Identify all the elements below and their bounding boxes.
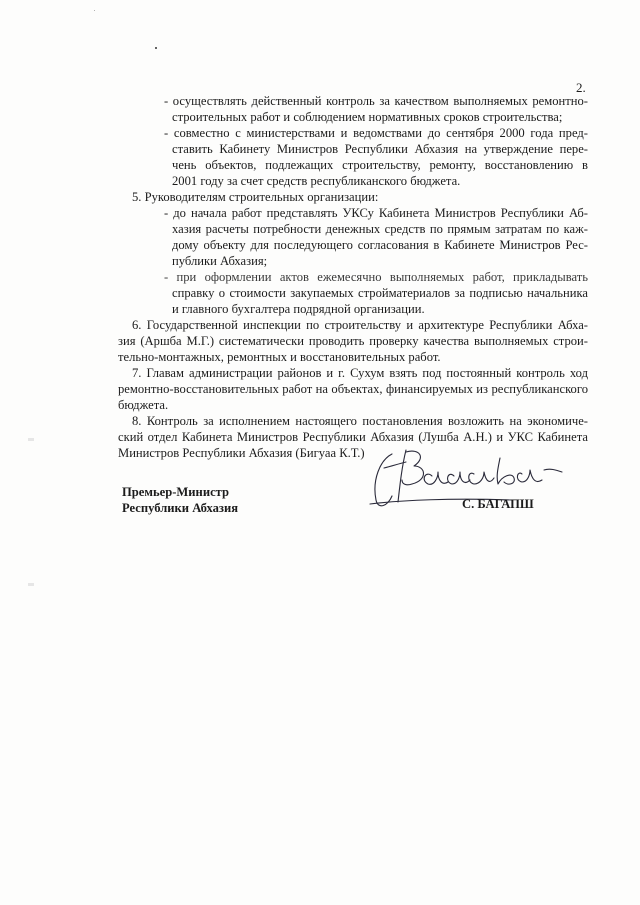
- scan-speck: [155, 47, 157, 49]
- signatory-name: С. БАГАПШ: [462, 497, 534, 511]
- text-line: - совместно с министерствами и ведомствами до сентября 2000 года пред-: [164, 126, 588, 140]
- text-line: 2001 году за счет средств республиканского бюджета.: [172, 174, 461, 188]
- text-line: зия (Аршба М.Г.) систематически проводить проверку качества выполняемых строи-: [118, 334, 588, 348]
- text-line: справку о стоимости закупаемых стройматериалов за подписью начальника: [172, 286, 588, 300]
- text-line: 8. Контроль за исполнением настоящего постановления возложить на экономиче-: [132, 414, 588, 428]
- scan-edge-mark: [28, 583, 34, 586]
- text-line: публики Абхазия;: [172, 254, 268, 268]
- text-line: и главного бухгалтера подрядной организации.: [172, 302, 425, 316]
- text-line: строительных работ и соблюдением нормативных сроков строительства;: [172, 110, 563, 124]
- scan-edge-mark: [28, 438, 34, 441]
- text-line: чень объектов, подлежащих строительству, ремонту, восстановлению в: [172, 158, 588, 172]
- text-line: хазия расчеты потребности денежных средств по прямым затратам по каж-: [172, 222, 588, 236]
- text-line: дому объекту для последующего согласования в Кабинете Министров Рес-: [172, 238, 588, 252]
- text-line: Министров Республики Абхазия (Бигуаа К.Т.): [118, 446, 365, 460]
- text-line: 6. Государственной инспекции по строительству и архитектуре Республики Абха-: [132, 318, 588, 332]
- signatory-title-line: Республики Абхазия: [122, 501, 239, 515]
- text-line: тельно-монтажных, ремонтных и восстановительных работ.: [118, 350, 441, 364]
- text-line: - при оформлении актов ежемесячно выполняемых работ, прикладывать: [164, 270, 588, 284]
- scan-speck: [94, 10, 95, 11]
- text-line: - осуществлять действенный контроль за качеством выполняемых ремонтно-: [164, 94, 588, 108]
- text-line: 7. Главам администрации районов и г. Сухум взять под постоянный контроль ход: [132, 366, 588, 380]
- page-number: 2.: [576, 80, 586, 95]
- text-line: - до начала работ представлять УКСу Кабинета Министров Республики Аб-: [164, 206, 588, 220]
- text-line: ставить Кабинету Министров Республики Абхазия на утверждение пере-: [172, 142, 588, 156]
- text-line: ский отдел Кабинета Министров Республики Абхазия (Лушба А.Н.) и УКС Кабинета: [118, 430, 588, 444]
- signatory-title: [122, 484, 238, 516]
- text-line: 5. Руководителям строительных организации:: [132, 190, 379, 204]
- text-line: бюджета.: [118, 398, 169, 412]
- text-line: ремонтно-восстановительных работ на объектах, финансируемых из республиканского: [118, 382, 588, 396]
- signatory-title-line: Премьер-Министр: [122, 485, 230, 499]
